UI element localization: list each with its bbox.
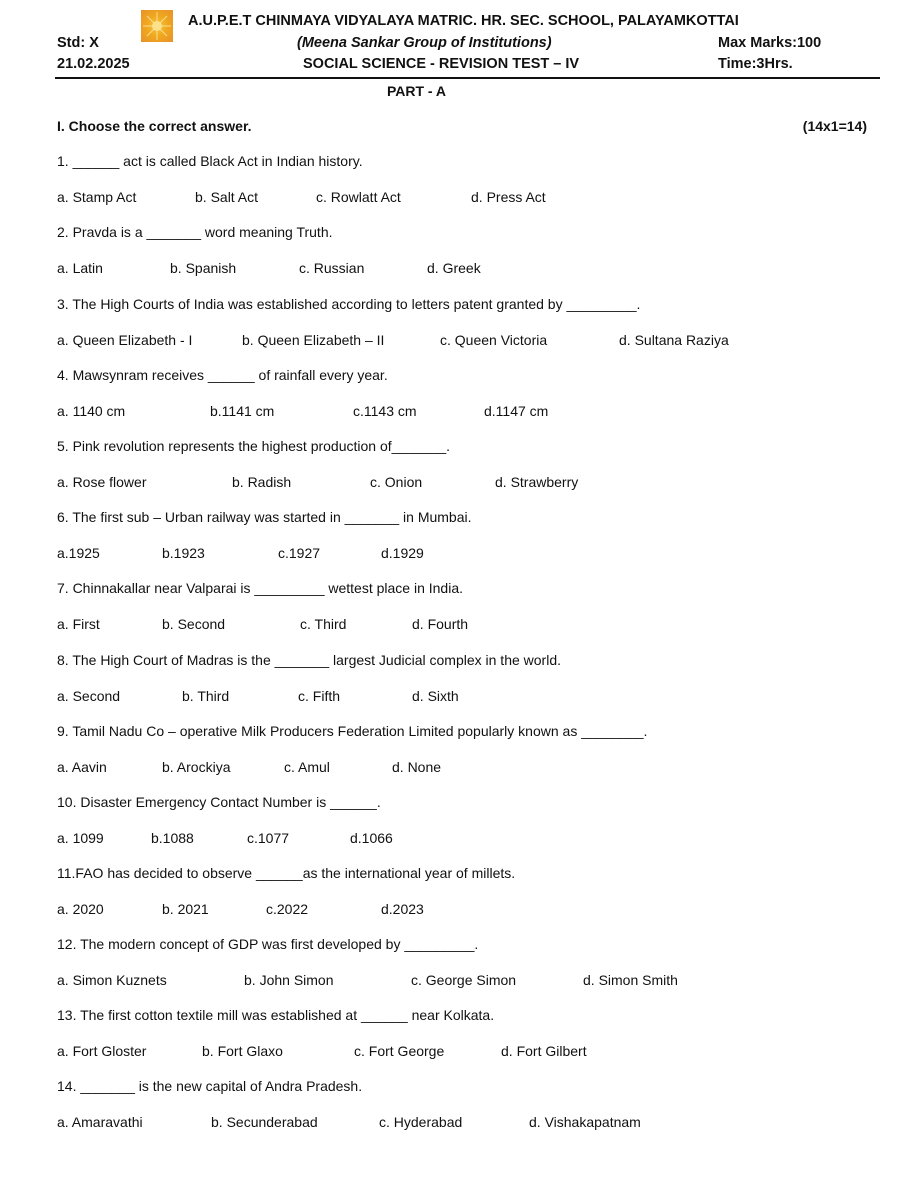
answer-option: c. Amul [284,759,330,775]
answer-option: d. Fort Gilbert [501,1043,587,1059]
answer-option: c.2022 [266,901,309,917]
answer-option: d.2023 [381,901,424,917]
answer-option: b. Queen Elizabeth – II [242,332,385,348]
question-text: 13. The first cotton textile mill was established at ______ near Kolkata. [57,1007,495,1023]
exam-time: Time:3Hrs. [718,56,793,72]
answer-option: a.1925 [57,545,100,561]
answer-option: c.1143 cm [353,403,417,419]
answer-option: d.1929 [381,545,424,561]
answer-option: a. Fort Gloster [57,1043,147,1059]
answer-option: c.1927 [278,545,321,561]
question-text: 10. Disaster Emergency Contact Number is ______. [57,794,381,810]
test-title: SOCIAL SCIENCE - REVISION TEST – IV [303,56,580,72]
question-text: 8. The High Court of Madras is the _______ largest Judicial complex in the world. [57,652,562,668]
sun-logo-icon [141,10,173,42]
answer-option: b.1923 [162,545,205,561]
answer-option: c. Rowlatt Act [316,189,401,205]
group-label: (Meena Sankar Group of Institutions) [297,35,552,51]
answer-option: b. Secunderabad [211,1114,318,1130]
answer-option: d. Simon Smith [583,972,678,988]
question-text: 3. The High Courts of India was established according to letters patent granted by _________. [57,296,641,312]
answer-option: c. Hyderabad [379,1114,463,1130]
school-logo [141,10,173,42]
question-text: 1. ______ act is called Black Act in Indian history. [57,153,363,169]
question-text: 6. The first sub – Urban railway was started in _______ in Mumbai. [57,509,472,525]
answer-option: b. Third [182,688,230,704]
answer-option: a. 2020 [57,901,104,917]
answer-option: c.1077 [247,830,290,846]
answer-option: b. Second [162,616,226,632]
answer-option: c. Third [300,616,347,632]
answer-option: a. Simon Kuznets [57,972,167,988]
answer-option: b.1088 [151,830,194,846]
question-text: 4. Mawsynram receives ______ of rainfall every year. [57,367,388,383]
question-text: 14. _______ is the new capital of Andra Pradesh. [57,1078,363,1094]
section-title: I. Choose the correct answer. [57,118,252,134]
answer-option: b. Spanish [170,260,237,276]
answer-option: a. Rose flower [57,474,147,490]
answer-option: a. Amaravathi [57,1114,143,1130]
answer-option: d. Vishakapatnam [529,1114,641,1130]
exam-date: 21.02.2025 [57,56,130,72]
answer-option: c. Russian [299,260,365,276]
answer-option: c. Fifth [298,688,341,704]
answer-option: d. None [392,759,442,775]
answer-option: a. 1099 [57,830,104,846]
max-marks: Max Marks:100 [718,35,822,51]
answer-option: a. 1140 cm [57,403,126,419]
answer-option: c. Queen Victoria [440,332,548,348]
answer-option: b. Radish [232,474,292,490]
answer-option: b. Fort Glaxo [202,1043,283,1059]
answer-option: d. Greek [427,260,481,276]
answer-option: b. Arockiya [162,759,231,775]
answer-option: b. Salt Act [195,189,259,205]
answer-option: d. Press Act [471,189,546,205]
question-text: 12. The modern concept of GDP was first developed by _________. [57,936,479,952]
question-text: 7. Chinnakallar near Valparai is _________ wettest place in India. [57,580,463,596]
std-label: Std: X [57,35,99,51]
answer-option: a. Stamp Act [57,189,137,205]
question-text: 5. Pink revolution represents the highest production of_______. [57,438,451,454]
answer-option: c. Onion [370,474,423,490]
header-divider [55,77,880,79]
school-name: A.U.P.E.T CHINMAYA VIDYALAYA MATRIC. HR. SEC. SCHOOL, PALAYAMKOTTAI [188,13,739,29]
question-text: 11.FAO has decided to observe ______as the international year of millets. [57,865,516,881]
answer-option: b. John Simon [244,972,334,988]
answer-option: b.1141 cm [210,403,275,419]
answer-option: a. First [57,616,100,632]
answer-option: d.1066 [350,830,393,846]
answer-option: d. Fourth [412,616,469,632]
answer-option: d. Sultana Raziya [619,332,729,348]
answer-option: a. Queen Elizabeth - I [57,332,193,348]
question-text: 2. Pravda is a _______ word meaning Truth. [57,224,333,240]
answer-option: b. 2021 [162,901,209,917]
part-heading: PART - A [386,83,447,99]
answer-option: c. George Simon [411,972,517,988]
answer-option: a. Second [57,688,121,704]
answer-option: d.1147 cm [484,403,549,419]
answer-option: d. Sixth [412,688,459,704]
answer-option: d. Strawberry [495,474,579,490]
answer-option: a. Latin [57,260,103,276]
question-text: 9. Tamil Nadu Co – operative Milk Producers Federation Limited popularly known as ________. [57,723,648,739]
section-marks: (14x1=14) [802,118,867,134]
answer-option: a. Aavin [57,759,107,775]
answer-option: c. Fort George [354,1043,445,1059]
